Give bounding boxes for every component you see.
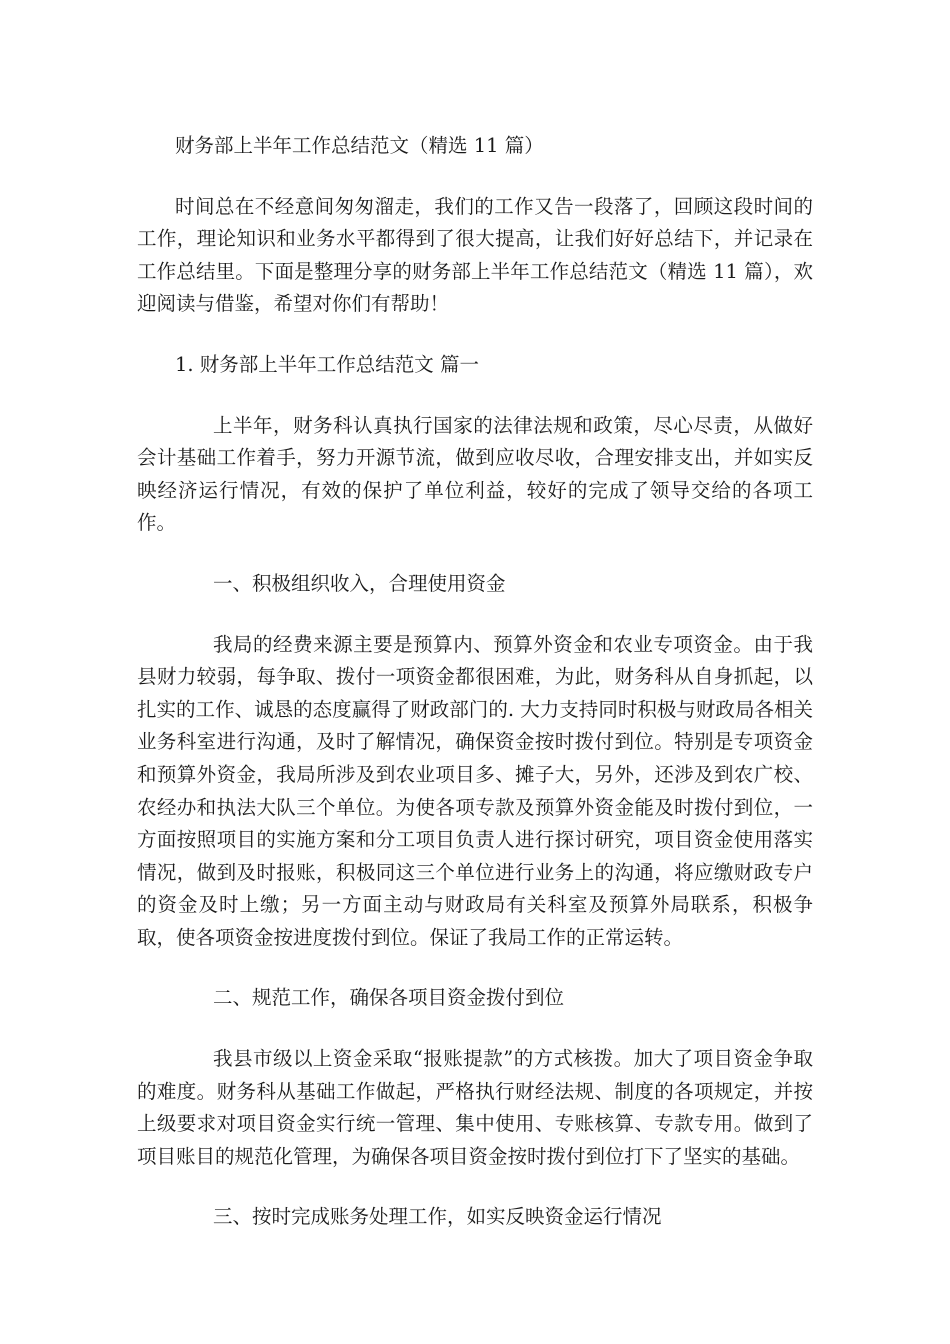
section-title: 1. 财务部上半年工作总结范文 篇一	[175, 352, 480, 376]
heading-2: 二、规范工作，确保各项目资金拨付到位	[213, 986, 565, 1010]
intro-paragraph: 时间总在不经意间匆匆溜走，我们的工作又告一段落了，回顾这段时间的工作，理论知识和业务水平都得到了很大提高，让我们好好总结下，并记录在工作总结里。下面是整理分享的财务部上半年工作总结范文（精选 11 篇），欢迎阅读与借鉴，希望对你们有帮助！	[137, 194, 813, 316]
document-title: 财务部上半年工作总结范文（精选 11 篇）	[175, 134, 544, 157]
heading-3: 三、按时完成账务处理工作，如实反映资金运行情况	[213, 1205, 662, 1229]
heading-1: 一、积极组织收入，合理使用资金	[213, 571, 506, 595]
body-paragraph-2: 我局的经费来源主要是预算内、预算外资金和农业专项资金。由于我县财力较弱，每争取、拨付一项资金都很困难，为此，财务科从自身抓起，以扎实的工作、诚恳的态度赢得了财政部门的. 大力支持同时积极与财政局各相关业务科室进行沟通，及时了解情况，确保资金按时拨付到位。特别是专项资金和预算外资金，我局所涉及到农业项目多、摊子大，另外，还涉及到农广校、农经办和执法大队三个单位。为使各项专款及预算外资金能及时拨付到位，一方面按照项目的实施方案和分工项目负责人进行探讨研究，项目资金使用落实情况，做到及时报账，积极同这三个单位进行业务上的沟通，将应缴财政专户的资金及时上缴；另一方面主动与财政局有关科室及预算外局联系，积极争取，使各项资金按进度拨付到位。保证了我局工作的正常运转。	[137, 632, 813, 949]
body-paragraph-3: 我县市级以上资金采取“报账提款”的方式核拨。加大了项目资金争取的难度。财务科从基础工作做起，严格执行财经法规、制度的各项规定，并按上级要求对项目资金实行统一管理、集中使用、专账核算、专款专用。做到了项目账目的规范化管理，为确保各项目资金按时拨付到位打下了坚实的基础。	[137, 1047, 813, 1168]
body-paragraph-1: 上半年，财务科认真执行国家的法律法规和政策，尽心尽责，从做好会计基础工作着手，努力开源节流，做到应收尽收，合理安排支出，并如实反映经济运行情况，有效的保护了单位利益，较好的完成了领导交给的各项工作。	[137, 413, 813, 535]
document-body	[137, 130, 813, 1262]
